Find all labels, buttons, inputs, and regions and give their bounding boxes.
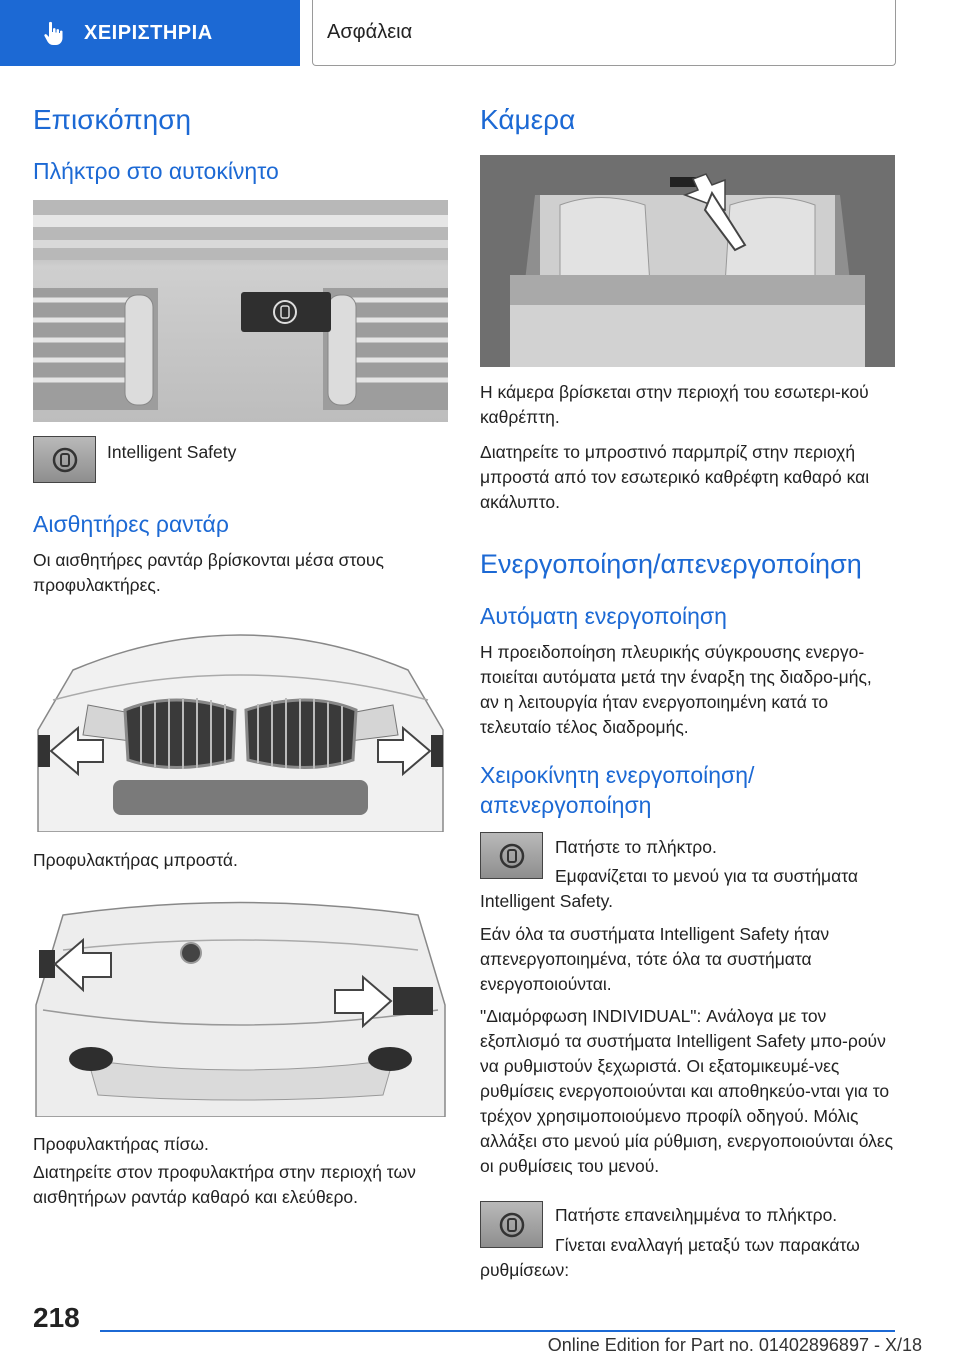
menu-text: Εμφανίζεται το μενού για τα συστήματα Intelligent Safety. xyxy=(480,866,859,911)
camera-location-text: Η κάμερα βρίσκεται στην περιοχή του εσωτερι-κού καθρέπτη. xyxy=(480,382,869,427)
overview-title: Επισκόπηση xyxy=(33,104,192,135)
hand-pointer-icon xyxy=(40,19,68,47)
page-number: 218 xyxy=(33,1302,80,1333)
button-label: Intelligent Safety xyxy=(107,442,237,462)
header-section-box xyxy=(312,0,896,66)
activation-heading: Ενεργοποίηση/απενεργοποίηση xyxy=(480,549,862,579)
front-bumper-photo xyxy=(33,610,448,832)
individual-config-text: "Διαμόρφωση INDIVIDUAL": Ανάλογα με τον εξοπλισμό τα συστήματα Intelligent Safety μπο-ρούν να ρυθμιστούν ξεχωριστά. Οι εξατομικευμέ-νες ρυθμίσεις ενεργοποιούνται και αποθηκεύο-νται για το τρέχον χρησιμοποιούμενο προφίλ οδηγού. Μόλις αλλάξει στο μενού μία ρύθμιση, ενεργοποιούνται όλες οι ρυθμίσεις του μενού. xyxy=(480,1006,894,1176)
chapter-label: ΧΕΙΡΙΣΤΗΡΙΑ xyxy=(84,21,213,44)
edition-text: Online Edition for Part no. 01402896897 - X/18 xyxy=(547,1335,922,1355)
auto-activation-text: Η προειδοποίηση πλευρικής σύγκρουσης ενεργο-ποιείται αυτόματα μετά την έναρξη της διαδρο-μής, αν η λειτουργία ήταν ενεργοποιημένη κατά το τελευταίο τέλος διαδρομής. xyxy=(480,642,872,737)
intelligent-safety-button-image xyxy=(33,436,96,483)
toggle-settings-text: Γίνεται εναλλαγή μεταξύ των παρακάτω ρυθμίσεων: xyxy=(480,1235,860,1280)
radar-heading: Αισθητήρες ραντάρ xyxy=(33,511,229,537)
rear-bumper-caption: Προφυλακτήρας πίσω. xyxy=(33,1134,209,1154)
camera-clean-text: Διατηρείτε το μπροστινό παρμπρίζ στην περιοχή μπροστά από τον εσωτερικό καθρέφτη καθαρό και ακάλυπτο. xyxy=(480,442,870,512)
car-safety-icon xyxy=(50,445,80,475)
manual-activation-heading-line1: Χειροκίνητη ενεργοποίηση/ xyxy=(480,762,755,788)
header-chapter-tab[interactable] xyxy=(0,0,300,66)
all-off-text: Εάν όλα τα συστήματα Intelligent Safety ήταν απενεργοποιημένα, τότε όλα τα συστήματα ενεργοποιούνται. xyxy=(480,924,830,994)
dashboard-button-photo xyxy=(33,200,448,422)
camera-heading: Κάμερα xyxy=(480,104,576,135)
front-bumper-caption: Προφυλακτήρας μπροστά. xyxy=(33,850,238,870)
auto-activation-heading: Αυτόματη ενεργοποίηση xyxy=(480,603,727,629)
press-button-text: Πατήστε το πλήκτρο. xyxy=(555,837,717,857)
press-repeat-text: Πατήστε επανειλημμένα το πλήκτρο. xyxy=(555,1205,838,1225)
radar-text: Οι αισθητήρες ραντάρ βρίσκονται μέσα στους προφυλακτήρες. xyxy=(33,550,384,595)
rear-bumper-photo xyxy=(33,895,448,1117)
footer-divider xyxy=(100,1330,895,1332)
section-label: Ασφάλεια xyxy=(327,21,413,43)
manual-activation-heading-line2: απενεργοποίηση xyxy=(480,792,652,818)
keep-clean-text: Διατηρείτε στον προφυλακτήρα στην περιοχή των αισθητήρων ραντάρ καθαρό και ελεύθερο. xyxy=(33,1162,416,1207)
key-heading: Πλήκτρο στο αυτοκίνητο xyxy=(33,158,279,184)
interior-camera-photo xyxy=(480,155,895,367)
